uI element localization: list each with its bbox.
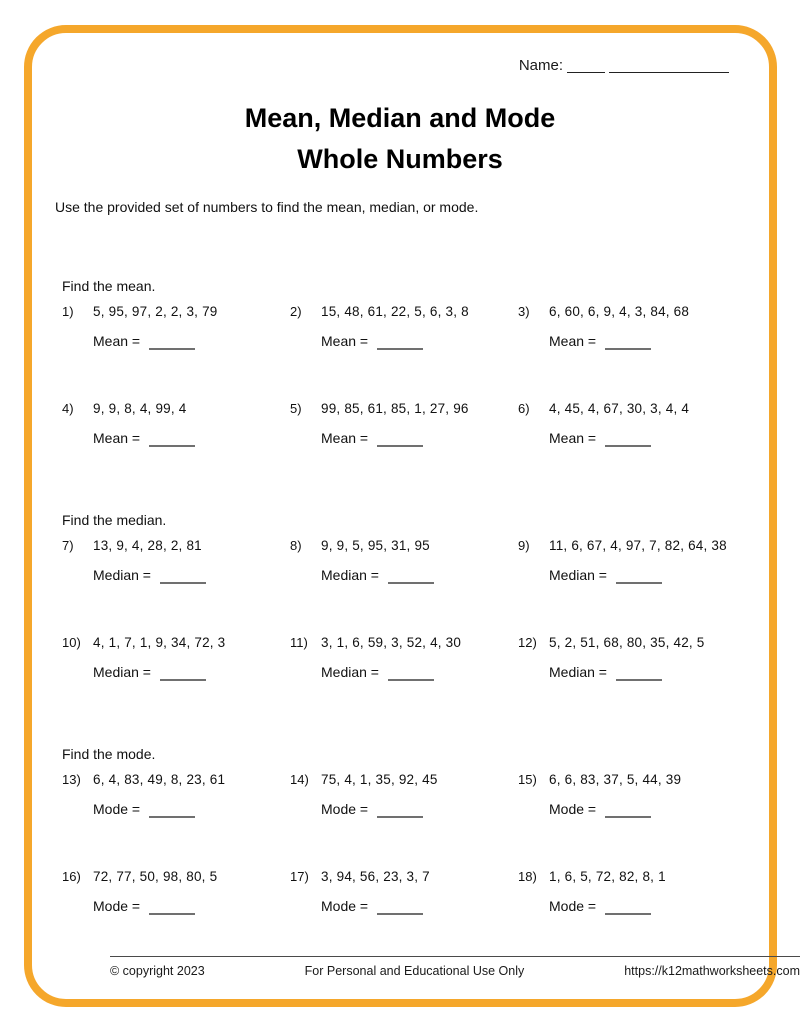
answer-blank[interactable] — [377, 810, 423, 818]
problem-18 — [518, 868, 745, 917]
answer-label: Mode = — [549, 898, 597, 914]
section-mean — [55, 278, 745, 449]
problem-numbers: 75, 4, 1, 35, 92, 45 — [321, 772, 438, 787]
answer-blank[interactable] — [377, 342, 423, 350]
problem-numbers: 6, 6, 83, 37, 5, 44, 39 — [549, 772, 682, 787]
answer-blank[interactable] — [149, 810, 195, 818]
answer-label: Mode = — [93, 801, 141, 817]
answer-label: Mean = — [321, 430, 369, 446]
problem-number: 13) — [62, 772, 81, 787]
answer-blank[interactable] — [149, 439, 195, 447]
problem-number: 12) — [518, 635, 537, 650]
problem-numbers: 6, 60, 6, 9, 4, 3, 84, 68 — [549, 304, 690, 319]
answer-label: Median = — [93, 567, 151, 583]
problems-grid — [62, 303, 745, 449]
name-label: Name: — [518, 57, 563, 74]
answer-label: Median = — [321, 664, 379, 680]
problem-number: 10) — [62, 635, 81, 650]
answer-label: Median = — [93, 664, 151, 680]
problem-8 — [290, 537, 518, 586]
answer-label: Mean = — [93, 333, 141, 349]
footer-copyright: © copyright 2023 — [110, 964, 205, 978]
answer-blank[interactable] — [377, 439, 423, 447]
problem-12 — [518, 634, 745, 683]
answer-label: Mean = — [549, 333, 597, 349]
problem-7 — [62, 537, 290, 586]
problem-number: 18) — [518, 869, 537, 884]
answer-blank[interactable] — [377, 907, 423, 915]
problem-6 — [518, 400, 745, 449]
problems-grid — [62, 771, 745, 917]
name-blank-line[interactable] — [609, 71, 729, 73]
name-row — [55, 57, 745, 74]
answer-label: Mode = — [321, 801, 369, 817]
section-heading: Find the mode. — [62, 746, 156, 762]
problem-numbers: 3, 94, 56, 23, 3, 7 — [321, 869, 430, 884]
problem-16 — [62, 868, 290, 917]
problem-number: 16) — [62, 869, 81, 884]
problem-4 — [62, 400, 290, 449]
problem-13 — [62, 771, 290, 820]
problem-number: 14) — [290, 772, 309, 787]
problem-14 — [290, 771, 518, 820]
problem-15 — [518, 771, 745, 820]
problem-numbers: 5, 2, 51, 68, 80, 35, 42, 5 — [549, 635, 705, 650]
problem-number: 8) — [290, 538, 302, 553]
answer-blank[interactable] — [616, 576, 662, 584]
problem-numbers: 9, 9, 5, 95, 31, 95 — [321, 538, 430, 553]
answer-blank[interactable] — [605, 907, 651, 915]
footer-url[interactable]: https://k12mathworksheets.com — [624, 964, 800, 978]
problem-numbers: 4, 45, 4, 67, 30, 3, 4, 4 — [549, 401, 690, 416]
answer-label: Mean = — [321, 333, 369, 349]
section-heading: Find the median. — [62, 512, 167, 528]
answer-blank[interactable] — [605, 810, 651, 818]
problem-number: 15) — [518, 772, 537, 787]
problem-numbers: 9, 9, 8, 4, 99, 4 — [93, 401, 187, 416]
instruction-text: Use the provided set of numbers to find the mean, median, or mode. — [55, 199, 479, 215]
problem-numbers: 99, 85, 61, 85, 1, 27, 96 — [321, 401, 469, 416]
page-footer — [110, 956, 800, 978]
problem-numbers: 13, 9, 4, 28, 2, 81 — [93, 538, 202, 553]
problem-17 — [290, 868, 518, 917]
problem-number: 5) — [290, 401, 302, 416]
problem-1 — [62, 303, 290, 352]
answer-blank[interactable] — [388, 673, 434, 681]
answer-blank[interactable] — [388, 576, 434, 584]
answer-label: Median = — [549, 567, 607, 583]
problem-numbers: 5, 95, 97, 2, 2, 3, 79 — [93, 304, 218, 319]
page-title — [55, 98, 745, 180]
problem-numbers: 72, 77, 50, 98, 80, 5 — [93, 869, 218, 884]
section-mode — [55, 746, 745, 917]
problem-3 — [518, 303, 745, 352]
problem-11 — [290, 634, 518, 683]
problem-5 — [290, 400, 518, 449]
footer-divider — [110, 956, 800, 957]
answer-blank[interactable] — [149, 907, 195, 915]
answer-blank[interactable] — [605, 342, 651, 350]
answer-blank[interactable] — [616, 673, 662, 681]
problems-grid — [62, 537, 745, 683]
answer-blank[interactable] — [160, 673, 206, 681]
problem-number: 9) — [518, 538, 530, 553]
answer-label: Mode = — [321, 898, 369, 914]
problem-numbers: 1, 6, 5, 72, 82, 8, 1 — [549, 869, 666, 884]
problem-9 — [518, 537, 745, 586]
problem-2 — [290, 303, 518, 352]
section-heading: Find the mean. — [62, 278, 156, 294]
problem-number: 11) — [290, 635, 308, 650]
problem-number: 7) — [62, 538, 74, 553]
problem-number: 2) — [290, 304, 302, 319]
answer-label: Mode = — [93, 898, 141, 914]
problem-number: 4) — [62, 401, 74, 416]
footer-usage-text: For Personal and Educational Use Only — [304, 964, 525, 978]
page-title-line2: Whole Numbers — [297, 144, 503, 174]
answer-label: Mean = — [93, 430, 141, 446]
answer-label: Mode = — [549, 801, 597, 817]
problem-numbers: 6, 4, 83, 49, 8, 23, 61 — [93, 772, 226, 787]
problem-number: 1) — [62, 304, 74, 319]
problem-10 — [62, 634, 290, 683]
problem-numbers: 11, 6, 67, 4, 97, 7, 82, 64, 38 — [549, 538, 727, 553]
problem-number: 6) — [518, 401, 530, 416]
answer-blank[interactable] — [605, 439, 651, 447]
answer-blank[interactable] — [160, 576, 206, 584]
name-blank-line[interactable] — [567, 71, 605, 73]
problem-numbers: 3, 1, 6, 59, 3, 52, 4, 30 — [321, 635, 462, 650]
answer-blank[interactable] — [149, 342, 195, 350]
page-content — [55, 0, 800, 978]
problem-number: 3) — [518, 304, 530, 319]
problem-numbers: 15, 48, 61, 22, 5, 6, 3, 8 — [321, 304, 469, 319]
answer-label: Mean = — [549, 430, 597, 446]
problem-number: 17) — [290, 869, 309, 884]
answer-label: Median = — [321, 567, 379, 583]
page-title-line1: Mean, Median and Mode — [244, 103, 556, 133]
section-median — [55, 512, 745, 683]
answer-label: Median = — [549, 664, 607, 680]
problem-numbers: 4, 1, 7, 1, 9, 34, 72, 3 — [93, 635, 226, 650]
